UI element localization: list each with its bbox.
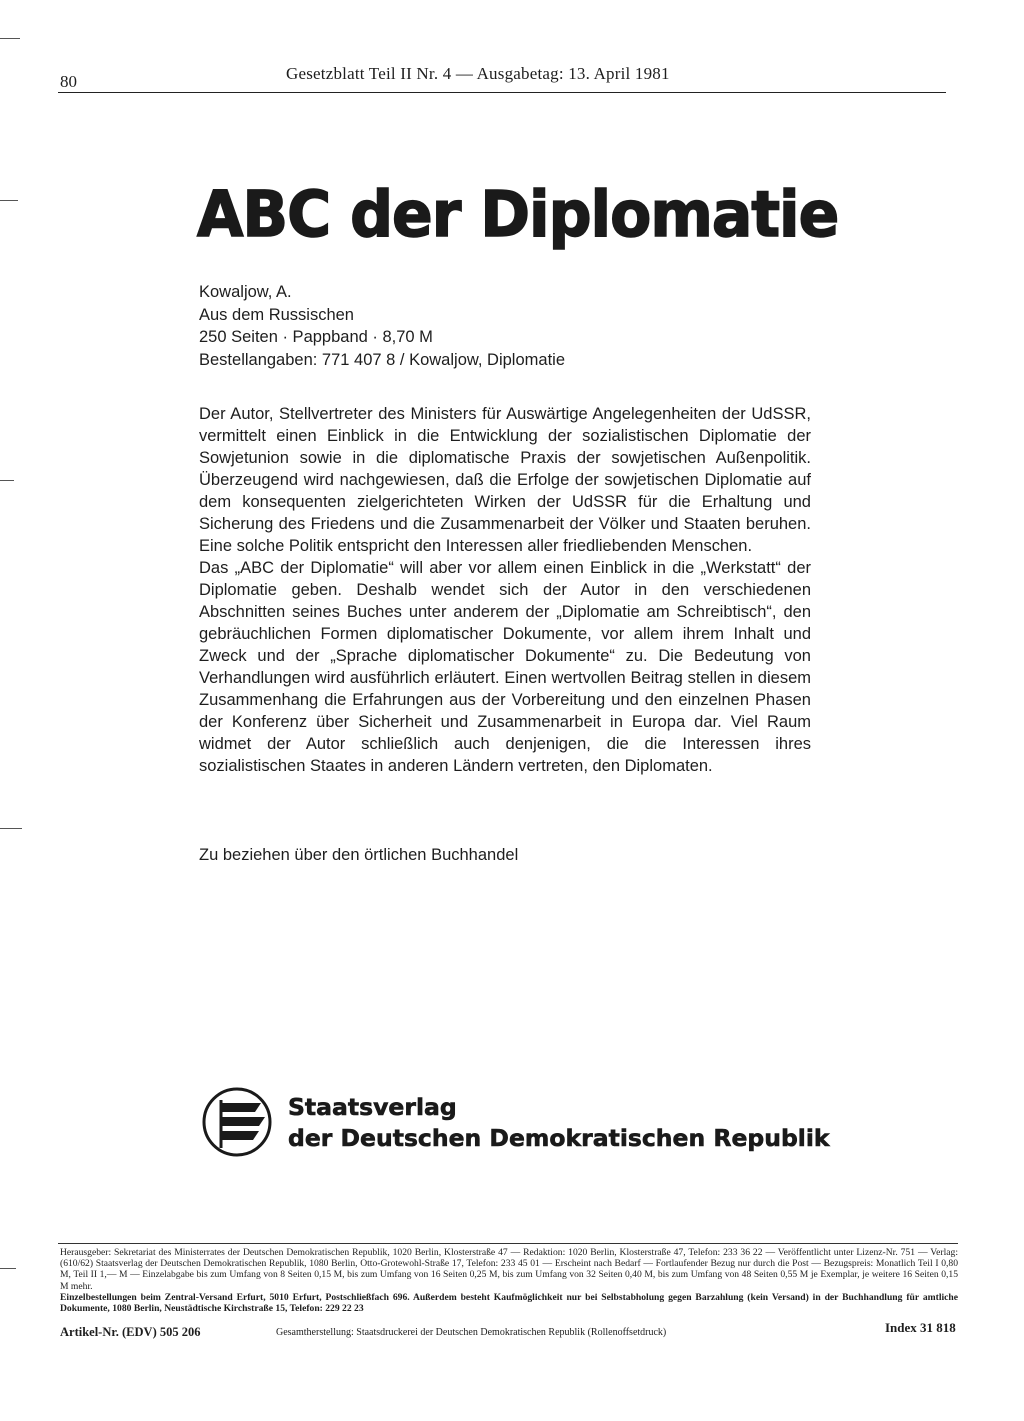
header-rule xyxy=(58,92,946,93)
scan-mark xyxy=(0,38,20,39)
ad-paragraph: Das „ABC der Diplomatie“ will aber vor allem einen Einblick in die „Werkstatt“ der Diplomatie geben. Deshalb wendet sich der Autor in den verschiedenen Abschnitten seines Buches unter anderem der „Diplomatie am Schreibtisch“, den gebräuchlichen Formen diplomatischer Dokumente, vor allem ihrem Inhalt und Zweck und der „Sprache diplomatischer Dokumente“ zu. Die Bedeutung von Verhandlungen wird ausführlich erläutert. Einen wertvollen Beitrag stellen in diesem Zusammenhang die Erfahrungen aus der Vorbereitung und den einzelnen Phasen der Konferenz über Sicherheit und Zusammenarbeit in Europa dar. Viel Raum widmet der Autor schließlich auch denjenigen, die die Interessen ihres sozialistischen Staates in anderen Ländern vertreten, den Diplomaten. xyxy=(199,559,811,775)
imprint-text: Herausgeber: Sekretariat des Ministerrates der Deutschen Demokratischen Republik, 1020 Berlin, Klosterstraße 47 — Redaktion: 1020 Berlin, Klosterstraße 47, Telefon: 233 36 22 — Veröffentlicht unter Lizenz-Nr. 751 — Verlag: (610/62) Staatsverlag der Deutschen Demokratischen Republik, 1080 Berlin, Otto-Grotewohl-Straße 17, Telefon: 233 45 01 — Erscheint nach Bedarf — Fortlaufender Bezug nur durch die Post — Bezugspreis: Monatlich Teil I 0,80 M, Teil II 1,— M — Einzelabgabe bis zum Umfang von 8 Seiten 0,15 M, bis zum Umfang von 16 Seiten 0,25 M, bis zum Umfang von 32 Seiten 0,40 M, bis zum Umfang von 48 Seiten 0,55 M je Exemplar, je weitere 16 Seiten 0,15 M mehr. xyxy=(60,1247,958,1292)
book-pages-price: 250 Seiten · Pappband · 8,70 M xyxy=(199,328,433,346)
footer-rule xyxy=(58,1243,958,1244)
index-number: Index 31 818 xyxy=(885,1320,956,1335)
scan-mark xyxy=(0,1268,16,1269)
ad-paragraph: Der Autor, Stellvertreter des Ministers für Auswärtige Angelegenheiten der UdSSR, vermittelt einen Einblick in die Entwicklung der sozialistischen Diplomatie der Sowjetunion sowie in die diplomatische Praxis der sowjetischen Außenpolitik. Überzeugend wird nachgewiesen, daß die Erfolge der sowjetischen Diplomatie auf dem konsequenten zielgerichteten Wirken der UdSSR für die Erhaltung und Sicherung des Friedens und die Zusammenarbeit der Völker und Staaten beruhen. Eine solche Politik entspricht den Interessen aller friedliebenden Menschen. xyxy=(199,405,811,555)
scan-mark xyxy=(0,480,14,481)
imprint xyxy=(60,1247,958,1314)
scan-mark xyxy=(0,828,22,829)
ad-title: ABC der Diplomatie xyxy=(197,178,839,252)
publisher-logo-icon xyxy=(201,1086,273,1158)
scan-mark xyxy=(0,200,18,201)
page-number: 80 xyxy=(60,72,77,91)
book-author: Kowaljow, A. xyxy=(199,283,292,301)
ad-description xyxy=(199,403,811,777)
book-translation: Aus dem Russischen xyxy=(199,305,354,324)
book-order-details: Bestellangaben: 771 407 8 / Kowaljow, Diplomatie xyxy=(199,350,565,369)
book-info xyxy=(199,281,565,371)
printer-note: Gesamtherstellung: Staatsdruckerei der Deutschen Demokratischen Republik (Rollenoffsetdruck) xyxy=(276,1327,667,1338)
imprint-orders: Einzelbestellungen beim Zentral-Versand Erfurt, 5010 Erfurt, Postschließfach 696. Außerdem besteht Kaufmöglichkeit nur bei Selbstabholung gegen Barzahlung (kein Versand) in der Buchhandlung für amtliche Dokumente, 1080 Berlin, Neustädtische Kirchstraße 15, Telefon: 229 22 23 xyxy=(60,1291,958,1315)
order-note: Zu beziehen über den örtlichen Buchhandel xyxy=(199,846,519,864)
running-head: Gesetzblatt Teil II Nr. 4 — Ausgabetag: 13. April 1981 xyxy=(286,64,670,83)
article-number: Artikel-Nr. (EDV) 505 206 xyxy=(60,1325,201,1339)
publisher-line-1: Staatsverlag xyxy=(288,1093,457,1121)
publisher-line-2: der Deutschen Demokratischen Republik xyxy=(288,1124,830,1152)
publisher-name xyxy=(288,1092,830,1154)
